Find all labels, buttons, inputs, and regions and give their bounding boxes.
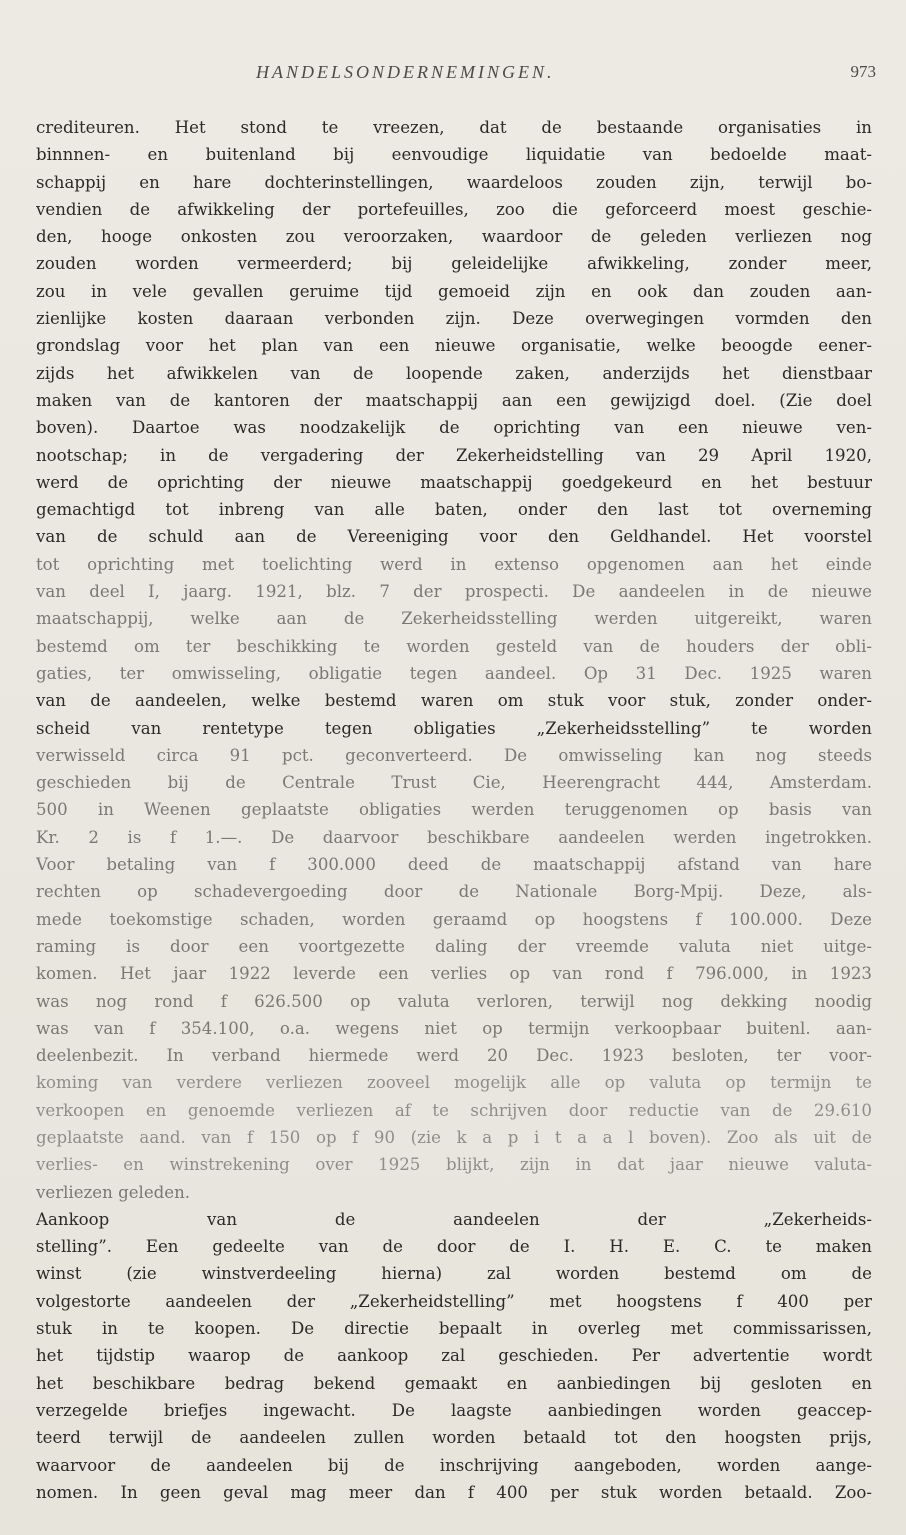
text-line: was nog rond f 626.500 op valuta verloren, terwijl nog dekking noodig [36,991,872,1011]
page-header [256,62,876,86]
text-line: verwisseld circa 91 pct. geconverteerd. De omwisseling kan nog steeds [36,745,872,765]
text-line: gaties, ter omwisseling, obligatie tegen aandeel. Op 31 Dec. 1925 waren [36,663,872,683]
text-line: verzegelde briefjes ingewacht. De laagste aanbiedingen worden geaccep- [36,1400,872,1420]
text-line: van de aandeelen, welke bestemd waren om stuk voor stuk, zonder onder- [36,691,872,711]
text-line: het tijdstip waarop de aankoop zal geschieden. Per advertentie wordt [36,1346,872,1366]
text-line: vendien de afwikkeling der portefeuilles, zoo die geforceerd moest geschie- [36,199,872,219]
text-line: bestemd om ter beschikking te worden gesteld van de houders der obli- [36,636,872,656]
text-line: deelenbezit. In verband hiermede werd 20 Dec. 1923 besloten, ter voor- [36,1046,872,1066]
text-line: zienlijke kosten daaraan verbonden zijn. Deze overwegingen vormden den [36,309,872,329]
text-line: verliezen geleden. [36,1182,191,1202]
text-line: zouden worden vermeerderd; bij geleidelijke afwikkeling, zonder meer, [36,254,872,274]
body-text [36,114,872,1506]
page-number: 973 [850,62,876,81]
text-line: zou in vele gevallen geruime tijd gemoeid zijn en ook dan zouden aan- [36,281,872,301]
text-line: van deel I, jaarg. 1921, blz. 7 der prospecti. De aandeelen in de nieuwe [36,582,872,602]
text-line: Voor betaling van f 300.000 deed de maatschappij afstand van hare [36,855,872,875]
text-line: raming is door een voortgezette daling der vreemde valuta niet uitge- [36,936,872,956]
text-line: teerd terwijl de aandeelen zullen worden betaald tot den hoogsten prijs, [36,1428,872,1448]
text-line: binnnen- en buitenland bij eenvoudige liquidatie van bedoelde maat- [36,145,872,165]
text-line: volgestorte aandeelen der „Zekerheidstelling” met hoogstens f 400 per [36,1291,872,1311]
text-line: koming van verdere verliezen zooveel mogelijk alle op valuta op termijn te [36,1073,872,1093]
text-line: Aankoop van de aandeelen der „Zekerheids- [36,1209,872,1229]
text-line: den, hooge onkosten zou veroorzaken, waardoor de geleden verliezen nog [36,227,872,247]
text-line: van de schuld aan de Vereeniging voor den Geldhandel. Het voorstel [36,527,872,547]
text-line: Kr. 2 is f 1.—. De daarvoor beschikbare aandeelen werden ingetrokken. [36,827,872,847]
text-line: nomen. In geen geval mag meer dan f 400 per stuk worden betaald. Zoo- [36,1482,872,1502]
text-line: rechten op schadevergoeding door de Nationale Borg-Mpij. Deze, als- [36,882,872,902]
text-line: stelling”. Een gedeelte van de door de I. H. E. C. te maken [36,1237,872,1257]
running-head: HANDELSONDERNEMINGEN. [256,62,555,82]
text-line: waarvoor de aandeelen bij de inschrijving aangeboden, worden aange- [36,1455,872,1475]
text-line: maken van de kantoren der maatschappij aan een gewijzigd doel. (Zie doel [36,390,872,410]
text-line: geschieden bij de Centrale Trust Cie, Heerengracht 444, Amsterdam. [36,773,872,793]
text-line: winst (zie winstverdeeling hierna) zal worden bestemd om de [36,1264,872,1284]
text-line: nootschap; in de vergadering der Zekerheidstelling van 29 April 1920, [36,445,872,465]
text-line: mede toekomstige schaden, worden geraamd op hoogstens f 100.000. Deze [36,909,872,929]
text-line: crediteuren. Het stond te vreezen, dat de bestaande organisaties in [36,118,872,137]
text-line: grondslag voor het plan van een nieuwe organisatie, welke beoogde eener- [36,336,872,356]
text-line: stuk in te koopen. De directie bepaalt in overleg met commissarissen, [36,1319,872,1339]
text-line: zijds het afwikkelen van de loopende zaken, anderzijds het dienstbaar [36,363,872,383]
text-line: 500 in Weenen geplaatste obligaties werden teruggenomen op basis van [36,800,872,820]
text-line: tot oprichting met toelichting werd in extenso opgenomen aan het einde [36,554,872,574]
text-line: schappij en hare dochterinstellingen, waardeloos zouden zijn, terwijl bo- [36,172,872,192]
text-line: verkoopen en genoemde verliezen af te schrijven door reductie van de 29.610 [36,1100,872,1120]
text-line: werd de oprichting der nieuwe maatschappij goedgekeurd en het bestuur [36,472,872,492]
text-line: scheid van rentetype tegen obligaties „Zekerheidsstelling” te worden [36,718,872,738]
text-line: boven). Daartoe was noodzakelijk de oprichting van een nieuwe ven- [36,418,872,438]
text-line: gemachtigd tot inbreng van alle baten, onder den last tot overneming [36,500,872,520]
text-line: verlies- en winstrekening over 1925 blijkt, zijn in dat jaar nieuwe valuta- [36,1155,872,1175]
text-line: geplaatste aand. van f 150 op f 90 (zie k a p i t a a l boven). Zoo als uit de [36,1127,872,1147]
text-line: het beschikbare bedrag bekend gemaakt en aanbiedingen bij gesloten en [36,1373,872,1393]
text-line: maatschappij, welke aan de Zekerheidsstelling werden uitgereikt, waren [36,609,872,629]
text-line: was van f 354.100, o.a. wegens niet op termijn verkoopbaar buitenl. aan- [36,1018,872,1038]
text-line: komen. Het jaar 1922 leverde een verlies op van rond f 796.000, in 1923 [36,964,872,984]
